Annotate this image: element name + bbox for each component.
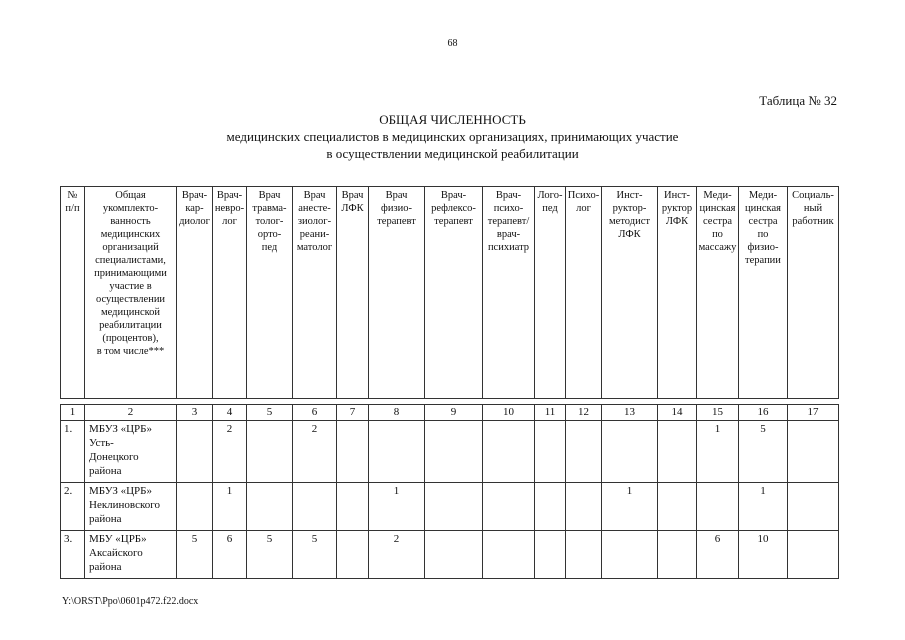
header-text: цинская: [699, 203, 736, 214]
header-text: лог: [222, 216, 237, 227]
header-cell: [739, 187, 788, 399]
header-text: реани-: [299, 229, 330, 240]
column-number-cell: 15: [697, 405, 739, 421]
value-cell: [247, 483, 293, 531]
header-cell: [293, 187, 337, 399]
header-text: медицинских: [100, 229, 161, 240]
value-cell: [337, 531, 369, 579]
header-text: Инст-: [616, 190, 643, 201]
page-number: 68: [447, 38, 458, 49]
header-text: руктор: [661, 203, 693, 214]
header-text: Врач-: [440, 190, 467, 201]
header-cell: [535, 187, 566, 399]
value-cell: [788, 531, 839, 579]
column-number-cell: 9: [425, 405, 483, 421]
header-text: реабилитации: [99, 320, 162, 331]
header-cell: [566, 187, 602, 399]
value-cell: [535, 531, 566, 579]
value-cell: [566, 531, 602, 579]
value-cell: [658, 531, 697, 579]
value-cell: 5: [739, 421, 788, 483]
value-cell: [425, 483, 483, 531]
value-cell: [602, 531, 658, 579]
value-cell: 1: [602, 483, 658, 531]
header-text: укомплекто-: [102, 203, 159, 214]
header-cell: [337, 187, 369, 399]
document-subtitle: [0, 128, 905, 162]
header-text: участие в: [109, 281, 152, 292]
value-cell: [566, 483, 602, 531]
header-text: (процентов),: [102, 333, 159, 344]
column-number-cell: 12: [566, 405, 602, 421]
organization-cell: [85, 531, 177, 579]
header-cell: [369, 187, 425, 399]
column-number-cell: 13: [602, 405, 658, 421]
value-cell: [535, 483, 566, 531]
header-text: пед: [261, 242, 278, 253]
value-cell: [425, 421, 483, 483]
value-cell: 2: [369, 531, 425, 579]
header-text: терапевт/: [487, 216, 530, 227]
header-text: медицинской: [100, 307, 161, 318]
header-text: Врач: [258, 190, 281, 201]
value-cell: 6: [697, 531, 739, 579]
column-number-row: [61, 405, 839, 421]
header-text: врач-: [496, 229, 521, 240]
organization-text: Усть-: [89, 437, 114, 449]
header-text: Психо-: [567, 190, 600, 201]
value-cell: [697, 483, 739, 531]
header-text: руктор-: [612, 203, 647, 214]
header-cell: [85, 187, 177, 399]
header-text: массажу: [698, 242, 737, 253]
value-cell: 1: [213, 483, 247, 531]
header-text: рефлексо-: [431, 203, 476, 214]
value-cell: [788, 483, 839, 531]
header-text: Меди-: [703, 190, 732, 201]
table-header-row: [61, 187, 839, 399]
header-text: ЛФК: [618, 229, 641, 240]
row-index-cell: 1.: [61, 421, 85, 483]
value-cell: 5: [247, 531, 293, 579]
value-cell: [658, 421, 697, 483]
value-cell: [337, 483, 369, 531]
document-title: ОБЩАЯ ЧИСЛЕННОСТЬ: [379, 112, 526, 127]
header-text: диолог: [179, 216, 210, 227]
header-text: терапевт: [377, 216, 416, 227]
column-number-cell: 2: [85, 405, 177, 421]
header-text: работник: [792, 216, 834, 227]
row-index-cell: 2.: [61, 483, 85, 531]
header-text: осуществлении: [95, 294, 166, 305]
header-text: травма-: [252, 203, 287, 214]
specialists-table: [60, 186, 839, 579]
value-cell: [247, 421, 293, 483]
header-cell: [602, 187, 658, 399]
header-text: анесте-: [298, 203, 331, 214]
organization-text: Аксайского: [89, 547, 143, 559]
header-text: Лого-: [537, 190, 563, 201]
column-number-cell: 17: [788, 405, 839, 421]
header-text: Врач: [303, 190, 326, 201]
header-text: терапевт: [434, 216, 473, 227]
table-body: [61, 421, 839, 579]
value-cell: [483, 531, 535, 579]
header-cell: [177, 187, 213, 399]
value-cell: [337, 421, 369, 483]
header-text: принимающими: [94, 268, 167, 279]
value-cell: [425, 531, 483, 579]
organization-text: района: [89, 513, 122, 525]
header-text: ЛФК: [341, 203, 364, 214]
column-number-cell: 4: [213, 405, 247, 421]
header-cell: [658, 187, 697, 399]
table-row: [61, 483, 839, 531]
header-text: Врач: [385, 190, 408, 201]
value-cell: [483, 421, 535, 483]
organization-cell: [85, 421, 177, 483]
header-text: невро-: [214, 203, 245, 214]
value-cell: [658, 483, 697, 531]
organization-text: Неклиновского: [89, 499, 160, 511]
header-cell: [483, 187, 535, 399]
header-text: организаций: [102, 242, 159, 253]
table-row: [61, 421, 839, 483]
header-text: Врач: [341, 190, 364, 201]
table-row: [61, 531, 839, 579]
header-text: терапии: [745, 255, 781, 266]
value-cell: [369, 421, 425, 483]
column-number-cell: 3: [177, 405, 213, 421]
organization-text: МБУЗ «ЦРБ»: [89, 423, 152, 435]
header-text: Врач-: [216, 190, 243, 201]
value-cell: 2: [293, 421, 337, 483]
header-text: сестра: [748, 216, 778, 227]
table-label: Таблица № 32: [759, 93, 837, 108]
header-text: методист: [609, 216, 650, 227]
value-cell: 5: [177, 531, 213, 579]
subtitle-line: в осуществлении медицинской реабилитации: [326, 146, 579, 161]
header-text: п/п: [65, 203, 80, 214]
header-text: №: [67, 190, 78, 201]
value-cell: [535, 421, 566, 483]
header-text: Общая: [115, 190, 146, 201]
value-cell: 1: [697, 421, 739, 483]
header-text: психиатр: [487, 242, 530, 253]
header-text: лог: [576, 203, 591, 214]
header-text: цинская: [745, 203, 781, 214]
value-cell: 1: [369, 483, 425, 531]
value-cell: 1: [739, 483, 788, 531]
header-text: Социаль-: [792, 190, 834, 201]
column-number-cell: 10: [483, 405, 535, 421]
value-cell: 5: [293, 531, 337, 579]
organization-text: МБУЗ «ЦРБ»: [89, 485, 152, 497]
header-cell: [697, 187, 739, 399]
value-cell: [566, 421, 602, 483]
value-cell: 6: [213, 531, 247, 579]
header-text: по: [757, 229, 769, 240]
header-cell: [61, 187, 85, 399]
header-text: по: [712, 229, 723, 240]
header-text: Врач-: [181, 190, 208, 201]
value-cell: 2: [213, 421, 247, 483]
organization-cell: [85, 483, 177, 531]
footer-file-path: Y:\ORST\Ppo\0601p472.f22.docx: [62, 596, 199, 607]
column-number-cell: 1: [61, 405, 85, 421]
header-cell: [247, 187, 293, 399]
subtitle-line: медицинских специалистов в медицинских организациях, принимающих участие: [226, 129, 679, 144]
organization-text: района: [89, 465, 122, 477]
header-cell: [213, 187, 247, 399]
column-number-cell: 14: [658, 405, 697, 421]
value-cell: [788, 421, 839, 483]
organization-text: района: [89, 561, 122, 573]
header-text: Врач-: [495, 190, 522, 201]
header-text: ный: [803, 203, 823, 214]
organization-text: Донецкого: [89, 451, 139, 463]
column-number-cell: 5: [247, 405, 293, 421]
column-number-cell: 6: [293, 405, 337, 421]
column-number-cell: 16: [739, 405, 788, 421]
value-cell: [177, 483, 213, 531]
header-text: Меди-: [748, 190, 778, 201]
header-text: толог-: [255, 216, 284, 227]
header-text: психо-: [493, 203, 524, 214]
header-text: кар-: [185, 203, 204, 214]
header-text: матолог: [296, 242, 333, 253]
row-index-cell: 3.: [61, 531, 85, 579]
value-cell: [293, 483, 337, 531]
header-text: ванность: [110, 216, 151, 227]
header-text: специалистами,: [95, 255, 166, 266]
value-cell: [177, 421, 213, 483]
header-text: зиолог-: [297, 216, 332, 227]
value-cell: [483, 483, 535, 531]
header-text: в том числе***: [96, 346, 165, 357]
column-number-cell: 11: [535, 405, 566, 421]
header-text: ЛФК: [665, 216, 689, 227]
column-number-cell: 7: [337, 405, 369, 421]
header-text: пед: [542, 203, 558, 214]
value-cell: 10: [739, 531, 788, 579]
header-text: физио-: [747, 242, 779, 253]
column-number-cell: 8: [369, 405, 425, 421]
header-cell: [425, 187, 483, 399]
header-cell: [788, 187, 839, 399]
header-text: физио-: [381, 203, 412, 214]
header-text: Инст-: [664, 190, 690, 201]
organization-text: МБУ «ЦРБ»: [89, 533, 147, 545]
header-text: орто-: [257, 229, 282, 240]
header-text: сестра: [703, 216, 732, 227]
value-cell: [602, 421, 658, 483]
